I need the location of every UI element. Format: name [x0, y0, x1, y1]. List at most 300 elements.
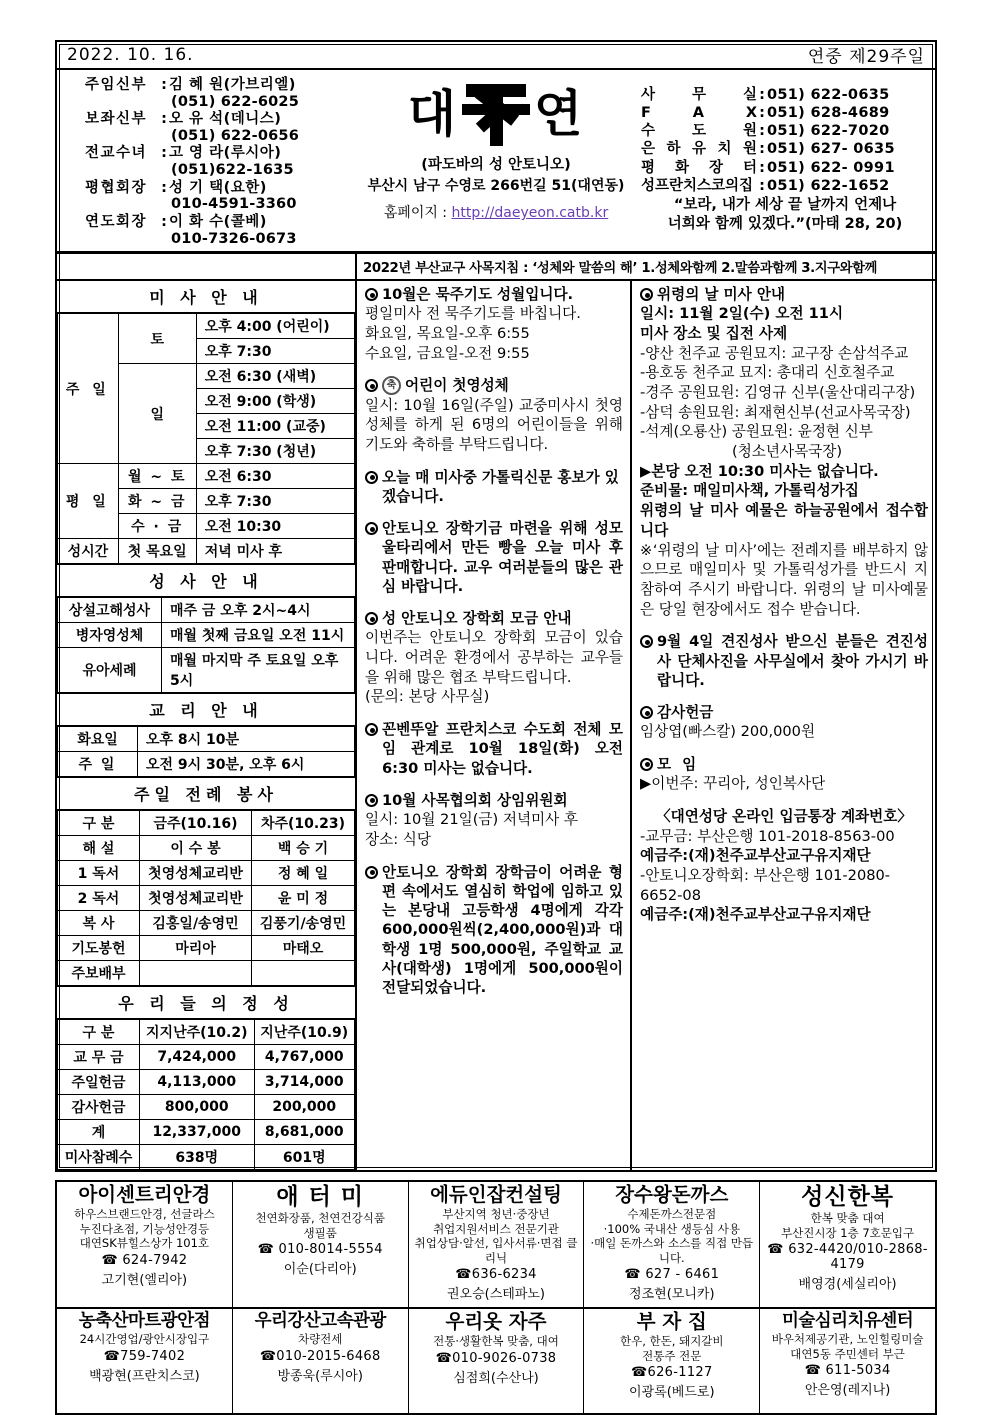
- catechism-table-title: 교 리 안 내: [57, 693, 355, 726]
- ad-contact-person: 이순(다리아): [283, 1261, 357, 1277]
- top-bar: [57, 42, 935, 70]
- staff-phone: (051) 622-6025: [171, 93, 300, 110]
- mass-day-range: 수 · 금: [118, 514, 196, 539]
- announcement-item: [365, 791, 623, 850]
- announcement-line: 일시: 11월 2일(수) 오전 11시: [640, 305, 844, 323]
- ad-card[interactable]: [233, 1182, 409, 1307]
- ad-description: 수제돈까스전문점 ·100% 국내산 생등심 사용 ·매일 돈까스와 소스를 직접 만듭니다.: [590, 1207, 754, 1265]
- colon: :: [759, 159, 765, 176]
- bullet-icon: [640, 758, 653, 771]
- ad-description: 한우, 한돈, 돼지갈비 전통주 전문: [620, 1334, 724, 1363]
- ad-card[interactable]: [760, 1309, 935, 1413]
- announcement-item: [640, 632, 928, 690]
- advertisement-row: [57, 1182, 935, 1307]
- contact-label: 은 하 유 치 원: [641, 141, 757, 158]
- bank-account-holder: 예금주:(재)천주교부산교구유지재단: [640, 906, 871, 924]
- announcement-title: 위령의 날 미사 안내: [657, 286, 786, 304]
- ad-phone: ☎ 627 - 6461: [624, 1266, 720, 1282]
- bulletin-frame: [55, 40, 937, 1172]
- motto-spacer: [57, 254, 357, 279]
- liturgy-service-table: [57, 810, 355, 986]
- colon: :: [161, 111, 167, 128]
- staff-name: 김 혜 원(가브리엘): [169, 77, 296, 93]
- ad-phone: ☎759-7402: [103, 1348, 186, 1364]
- bulletin-body: [57, 281, 935, 1170]
- ad-contact-person: 안은영(레지나): [804, 1383, 891, 1399]
- announcement-title: 10월은 묵주기도 성월입니다.: [382, 286, 574, 304]
- table-row: [58, 598, 355, 623]
- parish-identity: [357, 74, 635, 248]
- col-header-next-week: 차주(10.23): [252, 811, 355, 836]
- staff-name: 고 영 라(루시아): [169, 145, 282, 162]
- staff-entry: [85, 111, 357, 145]
- staff-role: 전교수녀: [85, 145, 148, 162]
- col-header-two-weeks-ago: 지지난주(10.2): [140, 1020, 255, 1045]
- next-week-value: 윤 미 정: [252, 886, 355, 911]
- bulletin-header: [57, 70, 935, 254]
- announcement-note: ※‘위령의 날 미사’에는 전례지를 배부하지 않으므로 매일미사 및 가톨릭성가를 반드시 지참하여 주시기 바랍니다. 위령의 날 미사예물은 당일 현장에서도 접수 받습니다.: [640, 541, 928, 618]
- bulletin-date: 2022. 10. 16.: [67, 44, 194, 65]
- offering-amount: 200,000: [254, 1095, 355, 1120]
- contact-entry: [641, 159, 929, 177]
- ad-card[interactable]: [760, 1182, 935, 1307]
- announcement-item: [365, 609, 623, 707]
- table-row: [58, 836, 355, 861]
- mass-time: 오전 10:30: [196, 514, 354, 539]
- mass-time: 오전 11:00 (교중): [196, 414, 354, 439]
- parish-contacts: [635, 74, 935, 248]
- announcement-item: [640, 703, 928, 742]
- this-week-value: 첫영성체교리반: [140, 861, 252, 886]
- role-label: 1 독서: [58, 861, 140, 886]
- schedule-column: [57, 281, 357, 1170]
- contact-value: 051) 622-0635: [767, 87, 890, 103]
- col-header-this-week: 금주(10.16): [140, 811, 252, 836]
- ad-contact-person: 권오승(스테파노): [446, 1286, 546, 1302]
- announcement-header: [365, 720, 623, 778]
- advertisement-section: [55, 1180, 937, 1415]
- bullet-icon: [365, 866, 378, 879]
- ad-title: 애 터 미: [276, 1184, 365, 1211]
- announcements-column-middle: [357, 281, 632, 1170]
- offering-amount: 7,424,000: [140, 1045, 255, 1070]
- bullet-icon: [365, 522, 378, 535]
- contact-entry: [641, 86, 929, 104]
- mass-time: 오후 7:30: [196, 489, 354, 514]
- contact-value: 051) 628-4689: [767, 105, 890, 122]
- announcement-title: 안토니오 장학회 장학금이 어려운 형편 속에서도 열심히 학업에 임하고 있는 본당내 고등학생 4명에게 각각 600,000원씩(2,400,000원)과 대학생 1명 500,000원, 주일학교 교사(대학생) 1명에게 500,000원이 전달되었습니다.: [382, 863, 623, 997]
- catechism-label: 화요일: [58, 727, 138, 752]
- this-week-value: 김홍일/송영민: [140, 911, 252, 936]
- announcement-title: 어린이 첫영성체: [405, 377, 509, 395]
- offering-label: 주일헌금: [58, 1070, 140, 1095]
- staff-entry: [85, 180, 357, 214]
- sacrament-table: [57, 597, 355, 693]
- table-row: [58, 314, 355, 339]
- ad-contact-person: 방종욱(루시아): [277, 1368, 363, 1384]
- offering-table-title: 우 리 들 의 정 성: [57, 986, 355, 1019]
- announcements-column-right: [632, 281, 935, 1170]
- colon: :: [161, 77, 167, 93]
- announcement-line: 화요일, 목요일-오후 6:55: [365, 324, 530, 342]
- ad-phone: ☎010-9026-0738: [435, 1350, 557, 1366]
- holy-hour-label: 성시간: [58, 539, 119, 564]
- announcement-title: 10월 사목협의회 상임위원회: [382, 791, 568, 809]
- this-week-value: [140, 961, 252, 986]
- next-week-value: [252, 961, 355, 986]
- congratulation-seal-icon: 축: [382, 376, 401, 395]
- ad-contact-person: 배영경(세실리아): [798, 1276, 897, 1292]
- offering-label: 감사헌금: [58, 1095, 140, 1120]
- mass-day-sat: 토: [118, 314, 196, 364]
- staff-name: 성 기 택(요한): [169, 179, 267, 196]
- announcement-header: [365, 863, 623, 998]
- this-week-value: 첫영성체교리반: [140, 886, 252, 911]
- offering-amount: 4,767,000: [254, 1045, 355, 1070]
- mass-day-range: 월 ~ 토: [118, 464, 196, 489]
- staff-name: 오 유 석(데니스): [169, 111, 282, 128]
- homepage-link[interactable]: http://daeyeon.catb.kr: [451, 205, 609, 221]
- staff-phone: 010-4591-3360: [171, 196, 297, 213]
- ad-description: 24시간영업/광안시장입구: [79, 1332, 210, 1347]
- table-row: [58, 623, 355, 648]
- table-row: [58, 727, 355, 752]
- contact-label: 평 화 장 터: [641, 159, 757, 176]
- mass-schedule-table: [57, 313, 355, 564]
- offering-total: 8,681,000: [254, 1120, 355, 1145]
- patron-saint: (파도바의 성 안토니오): [421, 157, 571, 173]
- meeting-entry: ▶이번주: 꾸리아, 성인복사단: [640, 775, 826, 793]
- announcement-line: 준비물: 매일미사책, 가톨릭성가집: [640, 482, 859, 500]
- ad-card[interactable]: [57, 1309, 233, 1413]
- sacrament-label: 상설고해성사: [58, 598, 162, 623]
- ad-card[interactable]: [409, 1182, 585, 1307]
- contact-label: F A X: [641, 105, 757, 122]
- sacrament-value: 매월 마지막 주 토요일 오후 5시: [162, 648, 355, 693]
- this-week-value: 이 수 봉: [140, 836, 252, 861]
- announcement-title: 안토니오 장학기금 마련을 위해 성모울타리에서 만든 빵을 오늘 미사 후 판매합니다. 교우 여러분들의 많은 관심 바랍니다.: [382, 520, 623, 595]
- cemetery-item: -양산 천주교 공원묘지: 교구장 손삼석주교: [640, 344, 909, 362]
- next-week-value: 마태오: [252, 936, 355, 961]
- cemetery-item-tail: (청소년사목국장): [732, 443, 843, 461]
- table-row: [58, 1095, 355, 1120]
- announcement-item: [365, 285, 623, 363]
- bullet-icon: [640, 706, 653, 719]
- mass-time: 오후 4:00 (어린이): [196, 314, 354, 339]
- sacrament-table-title: 성 사 안 내: [57, 564, 355, 597]
- donor-entry: 임상엽(빠스칼) 200,000원: [640, 723, 816, 741]
- colon: :: [759, 105, 765, 122]
- colon: :: [759, 141, 765, 158]
- bullet-icon: [365, 288, 378, 301]
- offering-amount: 4,113,000: [140, 1070, 255, 1095]
- announcement-item: [365, 468, 623, 507]
- announcement-header: [640, 703, 928, 722]
- ad-phone: ☎ 624-7942: [101, 1252, 188, 1268]
- ad-title: 미술심리치유센터: [781, 1310, 914, 1331]
- role-label: 2 독서: [58, 886, 140, 911]
- contact-entry: [641, 177, 929, 195]
- ad-title: 장수왕돈까스: [615, 1183, 729, 1207]
- bullet-icon: [365, 723, 378, 736]
- table-header-row: [58, 811, 355, 836]
- ad-description: 바우처제공기관, 노인힐링미술 대연5동 주민센터 부근: [771, 1332, 924, 1361]
- contact-value: 051) 622-1652: [767, 177, 890, 194]
- staff-phone: (051) 622-0656: [171, 128, 300, 145]
- contact-label: 수 도 원: [641, 123, 757, 140]
- col-header-category: 구 분: [58, 1020, 140, 1045]
- mass-group-sunday: 주 일: [58, 314, 119, 464]
- announcement-title: 감사헌금: [657, 704, 714, 722]
- table-row: [58, 1070, 355, 1095]
- announcement-title: 성 안토니오 장학회 모금 안내: [382, 610, 572, 628]
- offering-amount: 800,000: [140, 1095, 255, 1120]
- mass-table-title: 미 사 안 내: [57, 281, 355, 313]
- sacrament-value: 매주 금 오후 2시~4시: [162, 598, 355, 623]
- offering-label: 교 무 금: [58, 1045, 140, 1070]
- colon: :: [759, 87, 765, 103]
- ad-title: 에듀인잡컨설팅: [430, 1183, 562, 1207]
- role-label: 복 사: [58, 911, 140, 936]
- table-row: [58, 1120, 355, 1145]
- announcement-line: 장소: 식당: [365, 830, 431, 848]
- contact-label: 사 무 실: [641, 87, 757, 103]
- ad-title: 아이센트리안경: [78, 1183, 211, 1207]
- scripture-quote-line1: “보라, 내가 세상 끝 날까지 언제나: [673, 196, 897, 213]
- ad-description: 전통·생활한복 맞춤, 대여: [433, 1334, 559, 1349]
- ad-description: 부산지역 청년·중장년 취업지원서비스 전문기관 취업상담·알선, 입사서류·면접 클리닉: [414, 1207, 578, 1265]
- catechism-table: [57, 726, 355, 777]
- cemetery-item: -삼덕 송원묘원: 최재현신부(선교사목국장): [640, 403, 911, 421]
- parish-staff-list: [57, 74, 357, 248]
- logo-char-left: 대: [407, 85, 458, 143]
- staff-name: 이 화 수(콜베): [169, 213, 267, 230]
- holy-hour-day: 첫 목요일: [118, 539, 196, 564]
- announcement-line: 미사 장소 및 집전 사제: [640, 324, 788, 342]
- staff-entry: [85, 145, 357, 179]
- announcement-header: [365, 609, 623, 628]
- liturgy-table-title: 주일 전례 봉사: [57, 777, 355, 810]
- announcement-header: [365, 376, 623, 395]
- ad-description: 하우스브랜드안경, 선글라스 누진다초점, 기능성안경등 대연SK뷰힐스상가 101호: [74, 1207, 215, 1251]
- staff-role: 주임신부: [85, 77, 148, 93]
- table-row: [58, 1045, 355, 1070]
- staff-role: 평협회장: [85, 179, 148, 196]
- diocese-motto-band: [57, 254, 935, 281]
- ad-contact-person: 정조현(모니카): [629, 1286, 715, 1302]
- announcement-item: [365, 863, 623, 998]
- ad-title: 성신한복: [801, 1184, 895, 1211]
- ad-card[interactable]: [57, 1182, 233, 1307]
- table-row: [58, 886, 355, 911]
- table-row: [58, 911, 355, 936]
- mass-time: 오전 6:30 (새벽): [196, 364, 354, 389]
- staff-phone: 010-7326-0673: [171, 230, 297, 247]
- contact-entry: [641, 122, 929, 140]
- colon: :: [759, 177, 765, 194]
- sacrament-label: 유아세례: [58, 648, 162, 693]
- role-label: 기도봉헌: [58, 936, 140, 961]
- offering-total-label: 계: [58, 1120, 140, 1145]
- announcement-body: 이번주는 안토니오 장학회 모금이 있습니다. 어려운 환경에서 공부하는 교우들을 위해 많은 협조 부탁드립니다.: [365, 629, 623, 686]
- catechism-label: 주 일: [58, 752, 138, 777]
- table-row: [58, 464, 355, 489]
- mass-group-weekday: 평 일: [58, 464, 119, 539]
- advertisement-row: [57, 1307, 935, 1413]
- cemetery-item: -용호동 천주교 묘지: 총대리 신호철주교: [640, 364, 895, 382]
- ad-description: 한복 맞춤 대여 부산진시장 1층 7호문입구: [781, 1211, 915, 1240]
- ad-phone: ☎ 632-4420/010-2868-4179: [767, 1241, 928, 1272]
- bullet-icon: [640, 288, 653, 301]
- announcement-title: 오늘 매 미사중 가톨릭신문 홍보가 있겠습니다.: [382, 468, 619, 505]
- bullet-icon: [365, 379, 378, 392]
- ad-contact-person: 고기현(엘리아): [101, 1272, 188, 1288]
- attendance-count: 638명: [140, 1145, 255, 1170]
- holy-hour-time: 저녁 미사 후: [196, 539, 354, 564]
- announcement-item: [640, 755, 928, 794]
- parish-address: 부산시 남구 수영로 266번길 51(대연동): [367, 178, 625, 194]
- colon: :: [161, 179, 167, 196]
- announcement-line: 일시: 10월 21일(금) 저녁미사 후: [365, 811, 578, 829]
- ad-title: 농축산마트광안점: [78, 1310, 211, 1331]
- col-header-last-week: 지난주(10.9): [254, 1020, 355, 1045]
- next-week-value: 백 승 기: [252, 836, 355, 861]
- announcement-header: [640, 632, 928, 690]
- ad-title: 우리옷 자주: [445, 1309, 547, 1333]
- bullet-icon: [365, 612, 378, 625]
- bullet-icon: [365, 794, 378, 807]
- colon: :: [759, 123, 765, 140]
- announcement-header: [365, 468, 623, 507]
- announcement-item: [640, 285, 928, 619]
- announcement-item: [365, 376, 623, 454]
- sacrament-label: 병자영성체: [58, 623, 162, 648]
- contact-entry: [641, 104, 929, 122]
- ad-description: 천연화장품, 천연건강식품 생필품: [255, 1211, 385, 1240]
- logo-char-right: 연: [534, 85, 585, 143]
- role-label: 해 설: [58, 836, 140, 861]
- table-row: [58, 752, 355, 777]
- cross-emblem-icon: [460, 78, 532, 150]
- bullet-icon: [365, 471, 378, 484]
- catechism-value: 오후 8시 10분: [138, 727, 355, 752]
- mass-time: 오전 9:00 (학생): [196, 389, 354, 414]
- mass-time: 오전 6:30: [196, 464, 354, 489]
- ad-card[interactable]: [409, 1309, 585, 1413]
- ad-card[interactable]: [584, 1309, 760, 1413]
- staff-entry: [85, 214, 357, 248]
- bullet-icon: [640, 635, 653, 648]
- ad-card[interactable]: [584, 1182, 760, 1307]
- bank-account-line: -교무금: 부산은행 101-2018-8563-00: [640, 827, 895, 845]
- cemetery-item: -경주 공원묘원: 김영규 신부(울산대리구장): [640, 384, 916, 402]
- diocese-motto: 2022년 부산교구 사목지침 : ‘성체와 말씀의 해’ 1.성체와함께 2.말씀과함께 3.지구와함께: [363, 261, 877, 277]
- ad-phone: ☎ 010-8014-5554: [257, 1241, 383, 1257]
- bank-account-holder: 예금주:(재)천주교부산교구유지재단: [640, 847, 871, 865]
- table-header-row: [58, 1020, 355, 1045]
- ad-card[interactable]: [233, 1309, 409, 1413]
- mass-time: 오후 7:30 (청년): [196, 439, 354, 464]
- homepage-label: 홈페이지 :: [383, 205, 448, 221]
- contact-label: 성프란치스코의집: [641, 177, 754, 194]
- table-row: [58, 961, 355, 986]
- announcement-title: 꼰벤뚜알 프란치스코 수도회 전체 모임 관계로 10월 18일(화) 오전 6:30 미사는 없습니다.: [382, 721, 623, 777]
- ad-title: 부 자 집: [636, 1309, 707, 1333]
- contact-value: 051) 622-7020: [767, 123, 890, 140]
- ad-phone: ☎010-2015-6468: [259, 1348, 381, 1364]
- cemetery-item: -석계(오룡산) 공원묘원: 윤정현 신부: [640, 423, 873, 441]
- table-row: [58, 936, 355, 961]
- parish-logo: [357, 76, 635, 152]
- announcement-title: 9월 4일 견진성사 받으신 분들은 견진성사 단체사진을 사무실에서 찾아 가시기 바랍니다.: [657, 633, 928, 689]
- staff-role: 보좌신부: [85, 111, 148, 128]
- table-row: [58, 539, 355, 564]
- mass-time: 오후 7:30: [196, 339, 354, 364]
- announcement-line: 위령의 날 미사 예물은 하늘공원에서 접수합니다: [640, 502, 928, 539]
- announcement-header: [640, 755, 928, 774]
- next-week-value: 김풍기/송영민: [252, 911, 355, 936]
- attendance-count: 601명: [254, 1145, 355, 1170]
- ad-phone: ☎ 611-5034: [804, 1363, 891, 1379]
- attendance-label: 미사참례수: [58, 1145, 140, 1170]
- mass-day-range: 화 ~ 금: [118, 489, 196, 514]
- role-label: 주보배부: [58, 961, 140, 986]
- announcement-header: [365, 791, 623, 810]
- colon: :: [161, 213, 167, 230]
- contact-value: 051) 627- 0635: [767, 141, 895, 158]
- announcement-title: 모 임: [657, 755, 700, 773]
- staff-entry: [85, 77, 357, 111]
- announcement-note: (문의: 본당 사무실): [365, 688, 490, 706]
- announcement-line: ▶본당 오전 10:30 미사는 없습니다.: [640, 462, 879, 480]
- ad-phone: ☎636-6234: [455, 1266, 537, 1282]
- table-row: [58, 1145, 355, 1170]
- sacrament-value: 매월 첫째 금요일 오전 11시: [162, 623, 355, 648]
- ad-contact-person: 심점희(수산나): [453, 1370, 539, 1386]
- bank-block-title: 〈대연성당 온라인 입금통장 계좌번호〉: [656, 807, 912, 825]
- contact-entry: [641, 140, 929, 158]
- mass-day-sun: 일: [118, 364, 196, 464]
- offering-total: 12,337,000: [140, 1120, 255, 1145]
- announcement-item: [365, 720, 623, 778]
- offering-amount: 3,714,000: [254, 1070, 355, 1095]
- liturgical-season: 연중 제29주일: [807, 47, 925, 67]
- staff-role: 연도회장: [85, 213, 148, 230]
- announcement-line: 평일미사 전 묵주기도를 바칩니다.: [365, 305, 581, 323]
- announcement-header: [640, 285, 928, 304]
- col-header-category: 구 분: [58, 811, 140, 836]
- announcement-header: [365, 285, 623, 304]
- ad-title: 우리강산고속관광: [254, 1310, 386, 1331]
- contact-value: 051) 622- 0991: [767, 159, 895, 176]
- ad-description: 차량전세: [297, 1332, 343, 1347]
- table-row: [58, 648, 355, 693]
- ad-phone: ☎626-1127: [631, 1365, 713, 1381]
- announcement-item: [365, 519, 623, 596]
- scripture-quote-line2: 너희와 함께 있겠다.”(마태 28, 20): [667, 215, 903, 232]
- catechism-value: 오전 9시 30분, 오후 6시: [138, 752, 355, 777]
- staff-phone: (051)622-1635: [171, 162, 294, 179]
- ad-contact-person: 백광현(프란치스코): [89, 1368, 200, 1384]
- ad-contact-person: 이광록(베드로): [629, 1385, 715, 1401]
- bank-account-block: [640, 807, 928, 925]
- announcement-line: 수요일, 금요일-오전 9:55: [365, 344, 530, 362]
- homepage-line: [357, 202, 635, 222]
- table-row: [58, 861, 355, 886]
- announcement-header: [365, 519, 623, 596]
- bank-account-line: -안토니오장학회: 부산은행 101-2080-6652-08: [640, 866, 891, 904]
- this-week-value: 마리아: [140, 936, 252, 961]
